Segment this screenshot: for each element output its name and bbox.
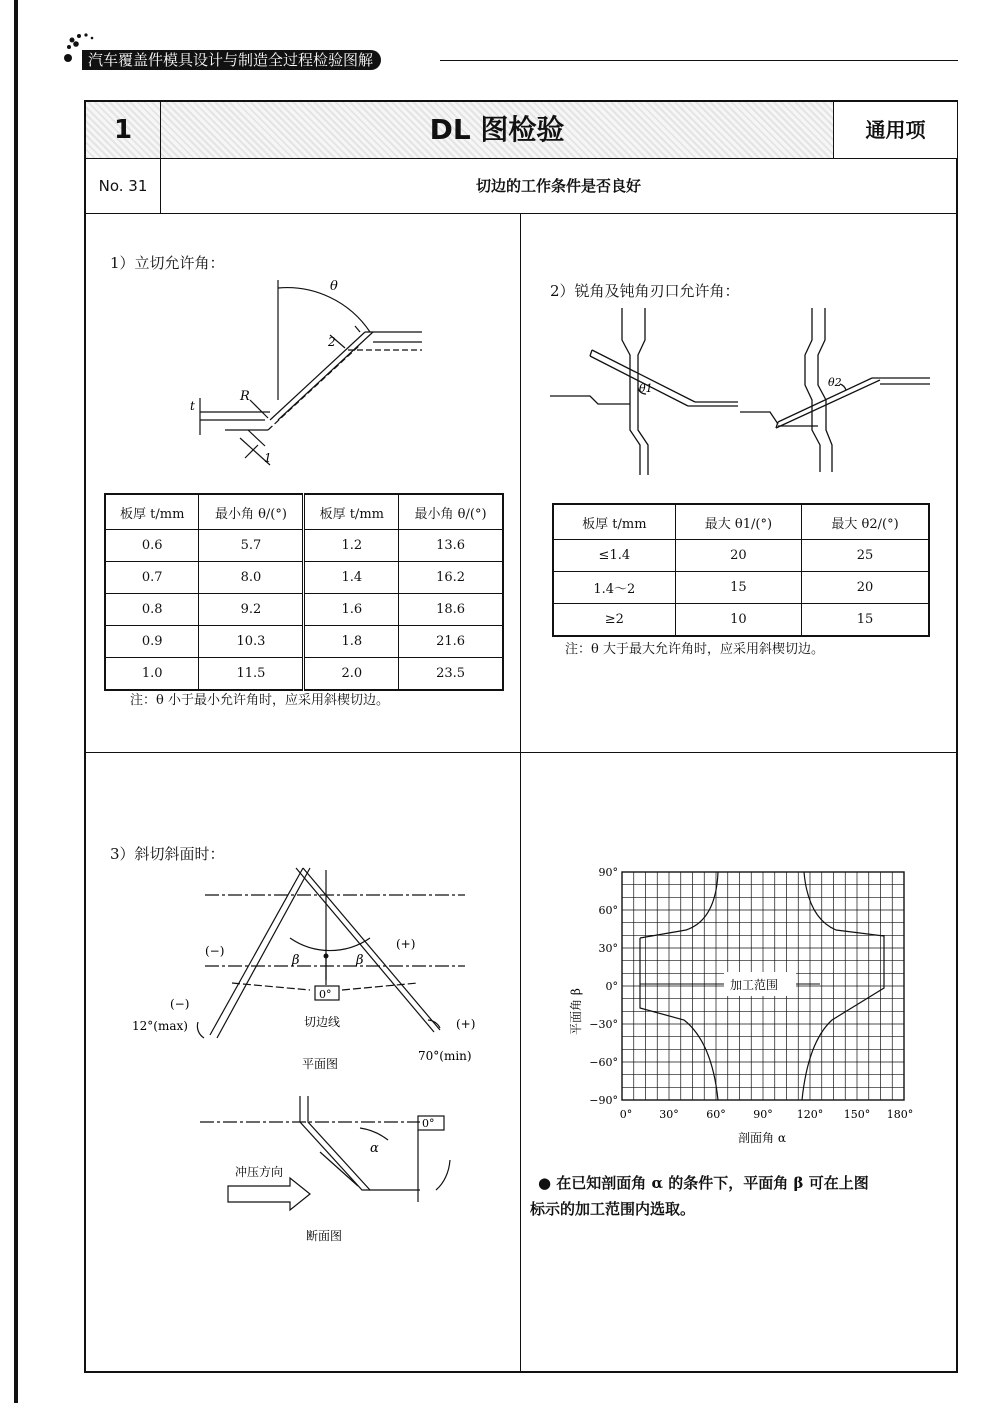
zero-box-label: 0° xyxy=(319,988,332,1001)
item-row xyxy=(86,159,956,214)
theta-label: θ xyxy=(330,279,338,294)
table-cell: ≤1.4 xyxy=(553,540,675,572)
x-tick: 90° xyxy=(753,1108,773,1121)
y-tick: 30° xyxy=(598,942,618,955)
table-cell: 0.7 xyxy=(105,562,199,594)
table-cell: 1.4 xyxy=(304,562,399,594)
section4-description-line2: 标示的加工范围内选取。 xyxy=(530,1200,696,1218)
section2-heading: 2）锐角及钝角刃口允许角： xyxy=(550,282,740,300)
table-row xyxy=(105,626,503,658)
header-row xyxy=(86,102,956,159)
minus-low-label: (−) xyxy=(170,997,190,1011)
y-tick: −30° xyxy=(589,1018,618,1031)
table-cell: 20 xyxy=(675,540,801,572)
max-angle-table xyxy=(552,503,930,637)
table-cell: 5.7 xyxy=(199,530,304,562)
plan-view-label: 平面图 xyxy=(302,1057,339,1071)
table-header-cell: 最大 θ2/(°) xyxy=(802,504,929,540)
max-angle-label: 12°(max) xyxy=(132,1019,188,1033)
t-label: t xyxy=(190,399,195,413)
table-cell: 20 xyxy=(802,572,929,604)
x-tick: 0° xyxy=(619,1108,633,1121)
section1-heading: 1）立切允许角： xyxy=(110,254,225,272)
item-number: No. 31 xyxy=(86,159,161,213)
beta-right-label: β xyxy=(356,953,364,968)
y-tick: −90° xyxy=(589,1094,618,1107)
press-direction-label: 冲压方向 xyxy=(235,1165,284,1179)
title-rule xyxy=(440,60,958,61)
table-cell: 9.2 xyxy=(199,594,304,626)
column-divider xyxy=(520,214,521,1372)
table-cell: 18.6 xyxy=(399,594,503,626)
y-tick: 60° xyxy=(598,904,618,917)
table-row xyxy=(553,540,929,572)
region-label: 加工范围 xyxy=(730,978,779,992)
y-axis-label: 平面角 β xyxy=(569,988,583,1035)
table-cell: 10 xyxy=(675,604,801,637)
table-header-row xyxy=(553,504,929,540)
table-header-cell: 最大 θ1/(°) xyxy=(675,504,801,540)
x-tick: 150° xyxy=(843,1108,871,1121)
r-label: R xyxy=(240,389,250,404)
table-cell: 16.2 xyxy=(399,562,503,594)
table-cell: 11.5 xyxy=(199,658,304,691)
table-header-cell: 板厚 t/mm xyxy=(553,504,675,540)
table-cell: 15 xyxy=(802,604,929,637)
table-cell: 0.8 xyxy=(105,594,199,626)
table-cell: 21.6 xyxy=(399,626,503,658)
section4-description-line1: ● 在已知剖面角 α 的条件下，平面角 β 可在上图 xyxy=(538,1174,869,1192)
table-cell: 1.0 xyxy=(105,658,199,691)
x-axis-label: 剖面角 α xyxy=(738,1131,786,1145)
table-row xyxy=(553,604,929,637)
table-header-cell: 板厚 t/mm xyxy=(304,494,399,530)
page-edge-bar xyxy=(14,0,18,1403)
theta1-label: θ1 xyxy=(639,382,653,395)
section-view-label: 断面图 xyxy=(306,1229,343,1243)
table-header-row xyxy=(105,494,503,530)
minus-left-label: (−) xyxy=(205,944,225,958)
vertical-cut-diagram xyxy=(170,270,440,470)
table-row xyxy=(105,530,503,562)
y-tick: −60° xyxy=(589,1056,618,1069)
section3-heading: 3）斜切斜面时： xyxy=(110,845,225,863)
table-cell: 15 xyxy=(675,572,801,604)
section2-note: 注：θ 大于最大允许角时，应采用斜楔切边。 xyxy=(565,642,824,657)
chapter-category: 通用项 xyxy=(833,102,957,158)
table-cell: 25 xyxy=(802,540,929,572)
y-tick: 0° xyxy=(605,980,618,993)
chapter-number: 1 xyxy=(86,102,161,158)
y-tick: 90° xyxy=(598,866,618,879)
table-cell: 23.5 xyxy=(399,658,503,691)
table-header-cell: 板厚 t/mm xyxy=(105,494,199,530)
table-cell: 0.9 xyxy=(105,626,199,658)
beta-left-label: β xyxy=(292,953,300,968)
table-row xyxy=(105,594,503,626)
min-angle-table xyxy=(104,493,504,691)
table-cell: 13.6 xyxy=(399,530,503,562)
table-cell: 10.3 xyxy=(199,626,304,658)
table-row xyxy=(553,572,929,604)
table-header-cell: 最小角 θ/(°) xyxy=(399,494,503,530)
book-title: 汽车覆盖件模具设计与制造全过程检验图解 xyxy=(82,50,381,70)
table-row xyxy=(105,658,503,691)
oblique-cut-diagram xyxy=(120,860,480,1250)
table-header-cell: 最小角 θ/(°) xyxy=(199,494,304,530)
x-tick: 120° xyxy=(796,1108,824,1121)
x-tick: 180° xyxy=(886,1108,914,1121)
theta2-label: θ2 xyxy=(828,376,842,389)
item-title: 切边的工作条件是否良好 xyxy=(475,177,641,195)
table-cell: 0.6 xyxy=(105,530,199,562)
x-tick: 30° xyxy=(659,1108,679,1121)
plus-low-label: (+) xyxy=(456,1017,476,1031)
table-cell: 1.2 xyxy=(304,530,399,562)
x-tick: 60° xyxy=(706,1108,726,1121)
table-cell: 2.0 xyxy=(304,658,399,691)
plus-right-label: (+) xyxy=(396,937,416,951)
table-row xyxy=(105,562,503,594)
cut-line-label: 切边线 xyxy=(304,1015,341,1029)
table-cell: 1.6 xyxy=(304,594,399,626)
table-cell: ≥2 xyxy=(553,604,675,637)
zero-box2-label: 0° xyxy=(422,1117,435,1130)
min-angle-label: 70°(min) xyxy=(418,1049,472,1063)
row-divider xyxy=(86,752,956,753)
table-cell: 8.0 xyxy=(199,562,304,594)
machining-range-chart xyxy=(560,860,930,1155)
alpha-label: α xyxy=(370,1141,379,1156)
acute-obtuse-edge-diagram xyxy=(550,300,940,480)
one-label: 1 xyxy=(264,451,272,465)
table-cell: 1.8 xyxy=(304,626,399,658)
two-label: 2 xyxy=(328,335,336,349)
section1-note: 注：θ 小于最小允许角时，应采用斜楔切边。 xyxy=(130,693,389,708)
table-cell: 1.4～2 xyxy=(553,572,675,604)
chapter-title: DL 图检验 xyxy=(429,113,565,146)
